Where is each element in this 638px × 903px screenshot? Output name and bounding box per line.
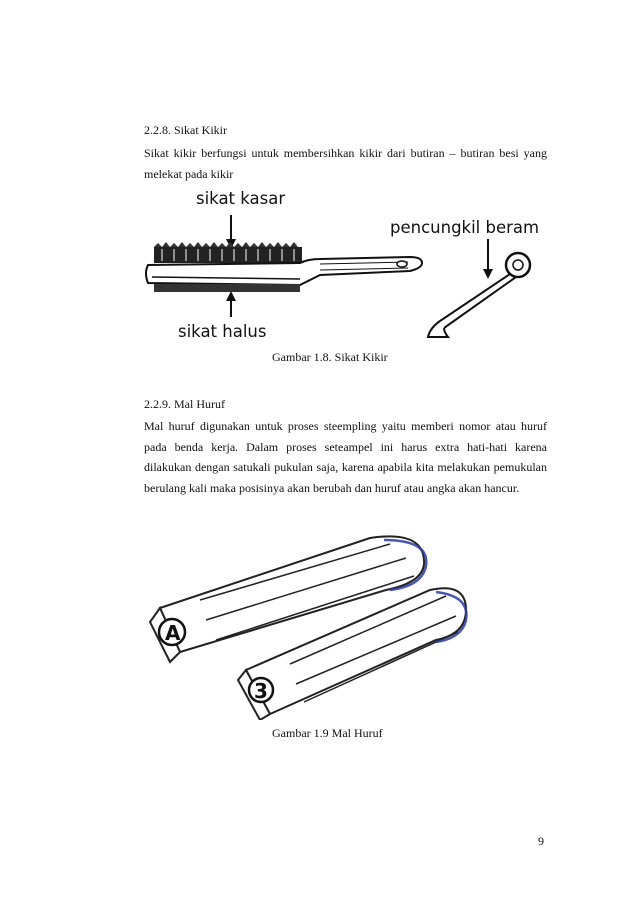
label-pencungkil-beram: pencungkil beram xyxy=(390,218,540,237)
figure-caption-sikat-kikir: Gambar 1.8. Sikat Kikir xyxy=(272,350,388,364)
figure-caption-mal-huruf: Gambar 1.9 Mal Huruf xyxy=(272,726,383,740)
section-heading-sikat-kikir: 2.2.8. Sikat Kikir xyxy=(144,123,227,137)
stamp-letter-a: A xyxy=(165,621,181,645)
label-sikat-kasar: sikat kasar xyxy=(196,189,286,208)
section-heading-mal-huruf: 2.2.9. Mal Huruf xyxy=(144,397,225,411)
stamp-number-3: 3 xyxy=(254,679,268,703)
figure-mal-huruf xyxy=(140,530,480,720)
paragraph-sikat-kikir: Sikat kikir berfungsi untuk membersihkan kikir dari butiran – butiran besi yang melekat pada kikir xyxy=(144,146,547,181)
paragraph-mal-huruf: Mal huruf digunakan untuk proses steempling yaitu memberi nomor atau huruf pada benda kerja. Dalam proses seteampel ini harus extra hati-hati karena dilakukan dengan satukali pukulan saja, karena apabila kita melakukan pemukulan berulang kali maka posisinya akan berubah dan huruf atau angka akan hancur. xyxy=(144,419,547,495)
coarse-bristles xyxy=(154,242,302,263)
page-number: 9 xyxy=(538,834,544,848)
figure-sikat-kikir xyxy=(140,185,560,345)
letter-stamps-illustration xyxy=(140,530,480,720)
brush-illustration xyxy=(140,185,560,345)
label-sikat-halus: sikat halus xyxy=(178,322,267,341)
